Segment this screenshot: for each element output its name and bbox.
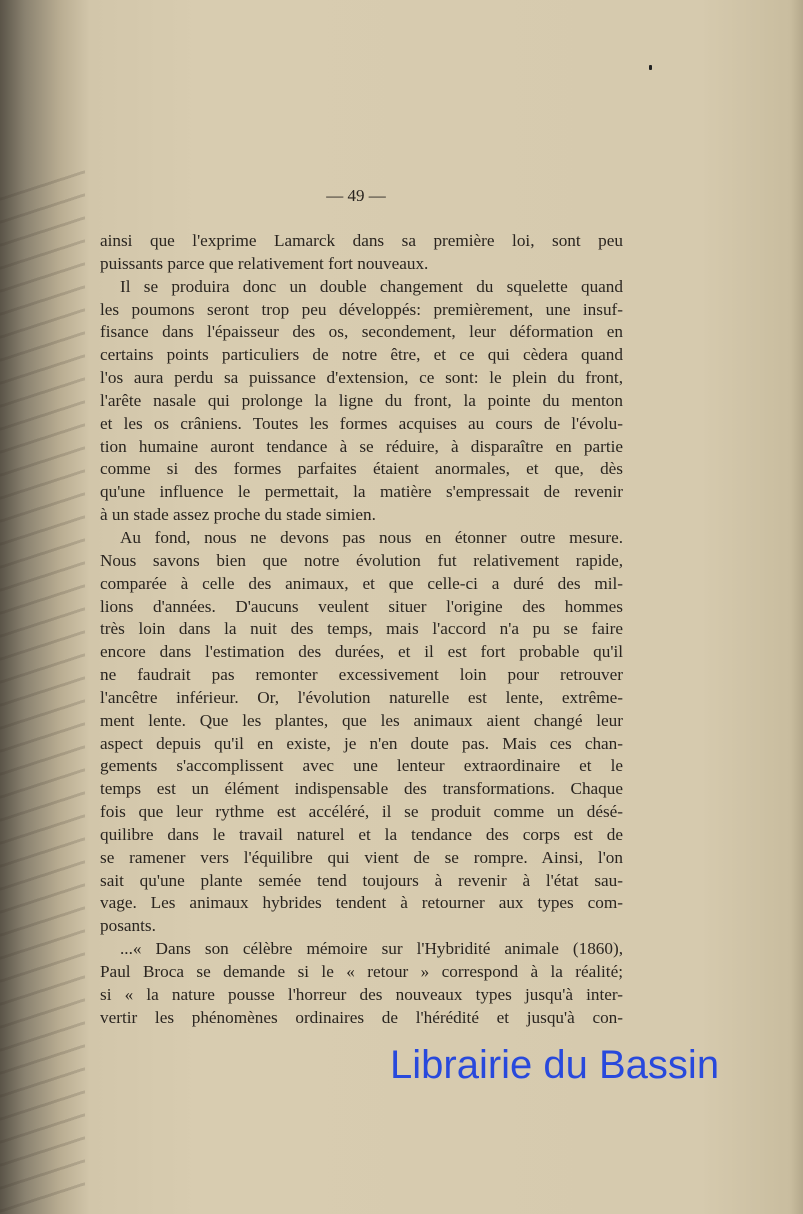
text-line: fisance dans l'épaisseur des os, secondement, leur déformation en: [100, 322, 623, 342]
text-line: ...« Dans son célèbre mémoire sur l'Hybridité animale (1860),: [120, 939, 623, 959]
text-line: certains points particuliers de notre être, et ce qui cèdera quand: [100, 345, 623, 365]
text-line: l'os aura perdu sa puissance d'extension, ce sont: le plein du front,: [100, 368, 623, 388]
text-line: fois que leur rythme est accéléré, il se produit comme un désé-: [100, 802, 623, 822]
text-line: sait qu'une plante semée tend toujours à revenir à l'état sau-: [100, 870, 623, 890]
text-line: ainsi que l'exprime Lamarck dans sa première loi, sont peu: [100, 231, 623, 250]
text-line: si « la nature pousse l'horreur des nouveaux types jusqu'à inter-: [100, 984, 623, 1004]
text-line: aspect depuis qu'il en existe, je n'en doute pas. Mais ces chan-: [100, 733, 623, 753]
text-line: comme si des formes parfaites étaient anormales, et que, dès: [100, 459, 623, 479]
text-line: l'arête nasale qui prolonge la ligne du front, la pointe du menton: [100, 390, 623, 410]
text-line: très loin dans la nuit des temps, mais l'accord n'a pu se faire: [100, 619, 623, 639]
text-line: et les os crâniens. Toutes les formes acquises au cours de l'évolu-: [100, 413, 623, 433]
text-line: à un stade assez proche du stade simien.: [100, 505, 376, 525]
body-text: [100, 230, 623, 1030]
text-line: quilibre dans le travail naturel et la tendance des corps est de: [100, 824, 623, 844]
text-line: Au fond, nous ne devons pas nous en étonner outre mesure.: [120, 527, 623, 547]
text-line: lions d'années. D'aucuns veulent situer l'origine des hommes: [100, 596, 623, 616]
page-number: — 49 —: [326, 186, 386, 205]
text-line: vertir les phénomènes ordinaires de l'hérédité et jusqu'à con-: [100, 1007, 623, 1027]
text-line: posants.: [100, 916, 156, 936]
text-line: se ramener vers l'équilibre qui vient de se rompre. Ainsi, l'on: [100, 847, 623, 867]
text-line: encore dans l'estimation des durées, et il est fort probable qu'il: [100, 642, 623, 662]
watermark: Librairie du Bassin: [390, 1043, 720, 1087]
text-line: tion humaine auront tendance à se réduire, à disparaître en partie: [100, 436, 623, 456]
text-line: les poumons seront trop peu développés: premièrement, une insuf-: [100, 299, 623, 319]
text-line: Nous savons bien que notre évolution fut relativement rapide,: [100, 550, 623, 570]
text-line: qu'une influence le permettait, la matière s'empressait de revenir: [100, 482, 623, 502]
text-line: gements s'accomplissent avec une lenteur extraordinaire et le: [100, 756, 623, 776]
text-line: ne faudrait pas remonter excessivement loin pour retrouver: [100, 665, 623, 685]
text-line: puissants parce que relativement fort nouveaux.: [100, 253, 429, 273]
facing-page-ghost-text: [0, 156, 85, 1214]
text-line: l'ancêtre inférieur. Or, l'évolution naturelle est lente, extrême-: [100, 687, 623, 707]
text-line: vage. Les animaux hybrides tendent à retourner aux types com-: [100, 893, 623, 913]
text-line: Paul Broca se demande si le « retour » correspond à la réalité;: [100, 962, 623, 981]
text-line: ment lente. Que les plantes, que les animaux aient changé leur: [100, 710, 623, 730]
text-line: Il se produira donc un double changement du squelette quand: [120, 276, 623, 296]
ink-speck: [649, 65, 652, 70]
text-line: comparée à celle des animaux, et que celle-ci a duré des mil-: [100, 573, 623, 593]
text-line: temps est un élément indispensable des transformations. Chaque: [100, 779, 623, 799]
